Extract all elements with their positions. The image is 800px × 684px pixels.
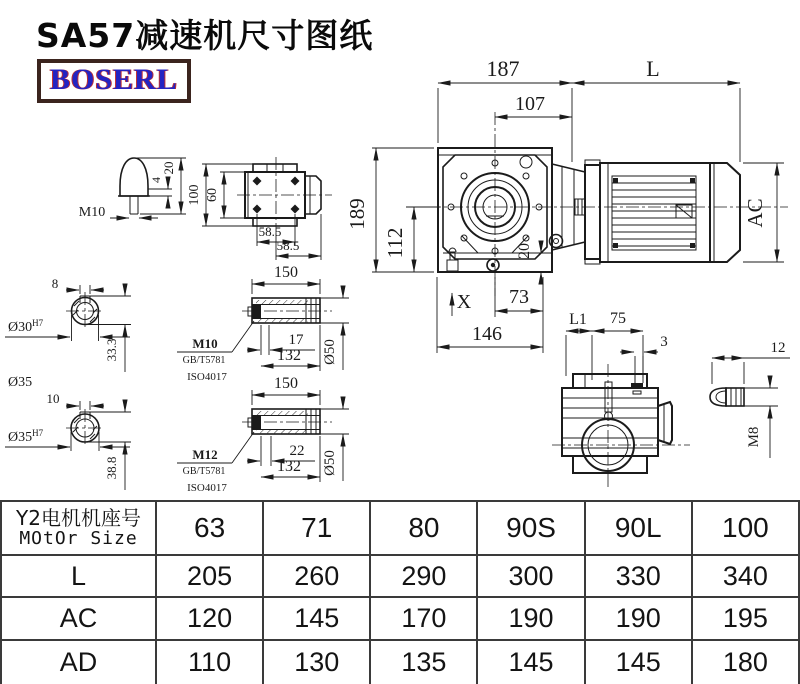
- table-cell: 330: [585, 555, 692, 597]
- dim-22: 22: [289, 443, 305, 459]
- table-cell: 260: [263, 555, 370, 597]
- table-row-AC: [1, 597, 799, 640]
- dim-187: 187: [486, 56, 520, 81]
- row-label: L: [1, 555, 156, 597]
- callout-std-b: GB/T5781: [182, 466, 226, 477]
- table-row-AD: [1, 640, 799, 684]
- table-cell: 180: [692, 640, 799, 684]
- bolt-view: [710, 340, 790, 458]
- callout-iso-a: ISO4017: [187, 371, 227, 383]
- dim-132-a: 132: [277, 347, 301, 364]
- dim-L: L: [646, 56, 660, 81]
- dim-3: 3: [660, 334, 668, 350]
- sleeve-shaft-a: [177, 264, 349, 383]
- motor-body: [600, 163, 740, 262]
- callout-std-a: GB/T5781: [182, 355, 226, 366]
- dim-AC: AC: [743, 198, 767, 228]
- dim-keyway-10: 10: [46, 391, 60, 406]
- table-cell: 190: [585, 597, 692, 640]
- dim-keyway-8: 8: [51, 276, 59, 291]
- table-cell: 190: [477, 597, 584, 640]
- dim-58-5b: 58.5: [276, 238, 300, 253]
- table-row-L: [1, 555, 799, 597]
- brand-logo-text: BOSERL: [50, 63, 178, 96]
- col-header: 100: [692, 501, 799, 555]
- dim-33-3: 33.3: [104, 338, 119, 362]
- table-cell: 195: [692, 597, 799, 640]
- dim-bore-d35: $Ø35^{H7}$: [8, 428, 44, 445]
- header-motor-size: [1, 501, 156, 555]
- dim-132-b: 132: [277, 458, 301, 475]
- page-title: SA57减速机尺寸图纸: [36, 16, 374, 55]
- table-cell: 205: [156, 555, 263, 597]
- dim-73: 73: [509, 286, 529, 308]
- table-cell: 290: [370, 555, 477, 597]
- dim-plug-m10: M10: [78, 205, 106, 220]
- dim-189: 189: [345, 198, 369, 230]
- table-cell: 145: [263, 597, 370, 640]
- table-cell: 130: [263, 640, 370, 684]
- table-cell: 145: [585, 640, 692, 684]
- row-label: AD: [1, 640, 156, 684]
- oil-plug: [447, 248, 458, 271]
- row-label: AC: [1, 597, 156, 640]
- table-header-row: [1, 501, 799, 555]
- callout-screw-b: M12: [192, 447, 218, 462]
- dim-60: 60: [205, 188, 220, 202]
- col-header: 71: [263, 501, 370, 555]
- dim-107: 107: [515, 93, 545, 115]
- top-view: [187, 157, 332, 260]
- sleeve-shaft-b: [177, 375, 349, 494]
- dim-12: 12: [770, 340, 786, 356]
- callout-screw-a: M10: [192, 336, 218, 351]
- table-cell: 120: [156, 597, 263, 640]
- dim-58-5a: 58.5: [258, 224, 282, 239]
- dim-plug-20: 20: [161, 161, 176, 175]
- dim-150-b: 150: [274, 375, 298, 392]
- plug-view: [79, 158, 186, 220]
- dim-38-8: 38.8: [104, 456, 119, 480]
- table-cell: 170: [370, 597, 477, 640]
- bore-section-a: [5, 276, 131, 372]
- dim-150-a: 150: [274, 264, 298, 281]
- col-header: 90S: [477, 501, 584, 555]
- dim-100: 100: [187, 184, 202, 206]
- main-assembly-view: [345, 56, 788, 353]
- dim-d50-a: Ø50: [322, 339, 338, 365]
- bore-section-b: [5, 391, 131, 490]
- table-cell: 340: [692, 555, 799, 597]
- table-cell: 110: [156, 640, 263, 684]
- col-header: 63: [156, 501, 263, 555]
- label-x: X: [456, 291, 472, 313]
- brand-logo: [37, 59, 191, 103]
- dim-L1: L1: [569, 311, 587, 328]
- label-d35: Ø35: [8, 375, 33, 390]
- table-cell: 300: [477, 555, 584, 597]
- motor-size-table: [0, 500, 800, 684]
- dim-d50-b: Ø50: [322, 450, 338, 476]
- dim-75: 75: [610, 310, 626, 327]
- dim-plug-4: 4: [149, 177, 163, 183]
- dim-146: 146: [472, 323, 502, 345]
- table-cell: 145: [477, 640, 584, 684]
- side-view: [552, 310, 690, 488]
- header-motor-size-en: MOtOr Size: [19, 528, 138, 549]
- dim-M8: M8: [746, 426, 762, 448]
- col-header: 80: [370, 501, 477, 555]
- col-header: 90L: [585, 501, 692, 555]
- header-motor-size-cn: Y2电机机座号: [16, 506, 141, 530]
- dim-20-foot: 20: [516, 243, 533, 259]
- table-cell: 135: [370, 640, 477, 684]
- dim-17: 17: [288, 332, 304, 348]
- callout-iso-b: ISO4017: [187, 482, 227, 494]
- dim-bore-d30: $Ø30^{H7}$: [8, 318, 44, 335]
- dim-112: 112: [383, 227, 407, 259]
